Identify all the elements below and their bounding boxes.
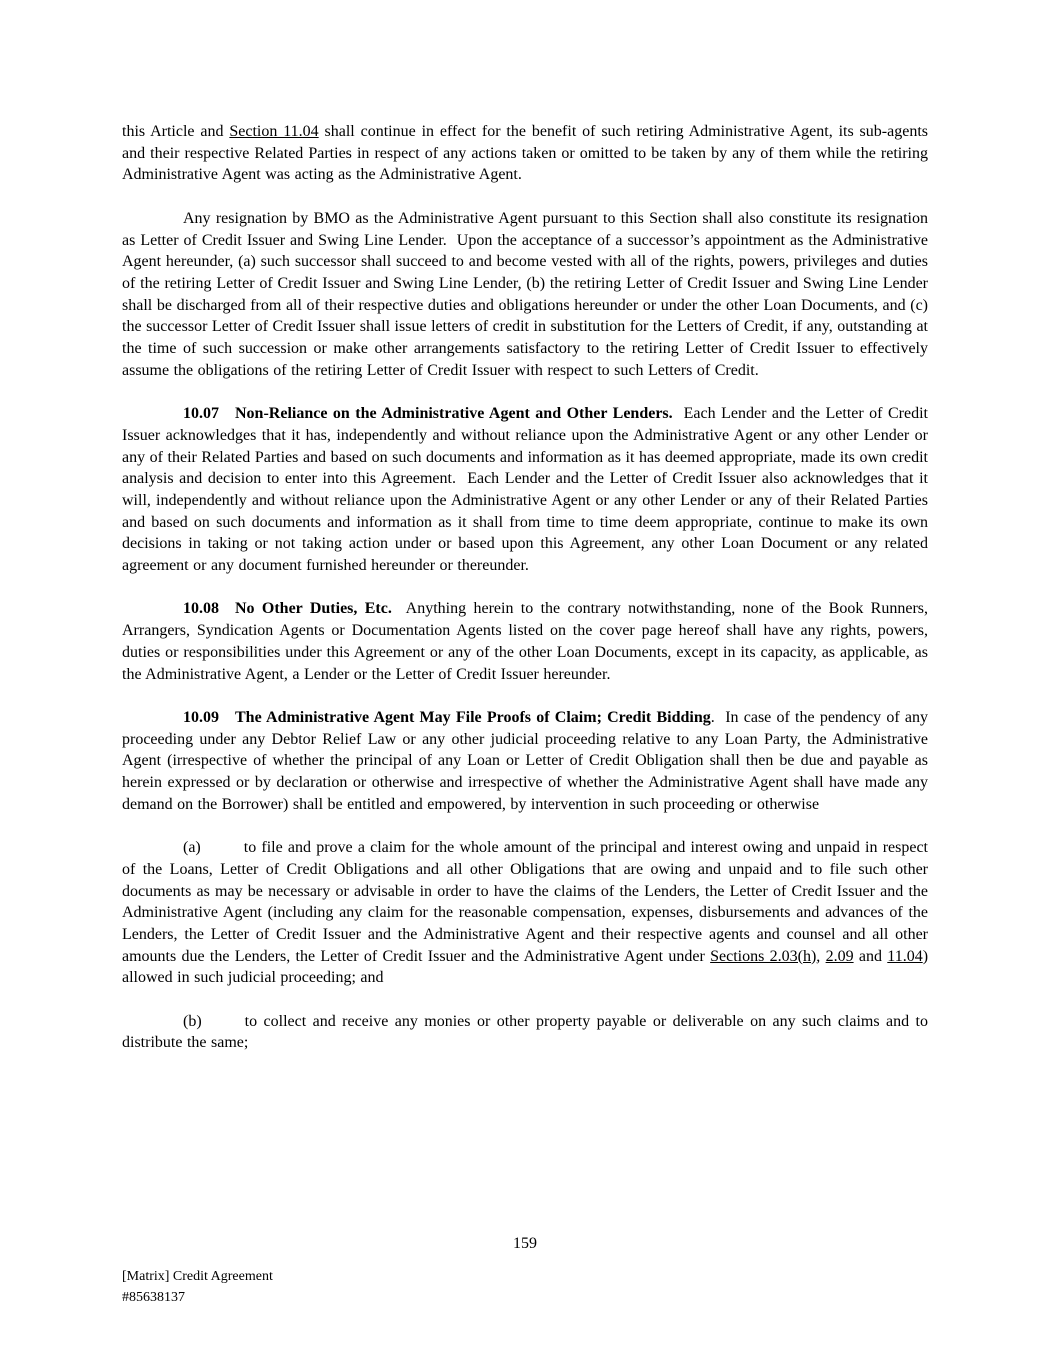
text-run: 2.09 (825, 947, 854, 965)
text-run: shall continue in effect for the benefit of such retiring Administrative Agent, its sub-agents and their respective Related Parties in respect of any actions taken or omitted to be taken by any of them while the retiring Administrative Agent was acting as the Administrative Agent. (122, 123, 928, 184)
para-agent-resignation (122, 208, 928, 382)
text-run: to file and prove a claim for the whole amount of the principal and interest owing and unpaid in respect of the Loans, Letter of Credit Obligations and all other Obligations that are owing and unpaid and to file such other documents as may be necessary or advisable in order to have the claims of the Lenders, the Letter of Credit Issuer and the Administrative Agent (including any claim for the reasonable compensation, expenses, disbursements and advances of the Lenders, the Letter of Credit Issuer and the Administrative Agent and their respective agents and counsel and all other amounts due the Lenders, the Letter of Credit Issuer and the Administrative Agent under (122, 839, 928, 965)
text-run: No Other Duties, Etc. (235, 600, 392, 618)
text-run: Non-Reliance on the Administrative Agent and Other Lenders. (235, 405, 673, 423)
text-run: Section 11.04 (229, 123, 319, 140)
text-run: and (853, 947, 888, 965)
text-run: to collect and receive any monies or other property payable or deliverable on any such claims and to distribute the same; (122, 1012, 928, 1052)
text-run: Any resignation by BMO as the Administrative Agent pursuant to this Section shall also constitute its resignation as Letter of Credit Issuer and Swing Line Lender. Upon the acceptance of a successor’s appointment as the Administrative Agent hereunder, (a) such successor shall succeed to and become vested with all of the rights, powers, privileges and duties of the retiring Letter of Credit Issuer and Swing Line Lender, (b) the retiring Letter of Credit Issuer and Swing Line Lender shall be discharged from all of their respective duties and obligations hereunder or under the other Loan Documents, and (c) the successor Letter of Credit Issuer shall issue letters of credit in substitution for the Letters of Credit, if any, outstanding at the time of such succession or make other arrangements satisfactory to the retiring Letter of Credit Issuer to effectively assume the obligations of the retiring Letter of Credit Issuer with respect to such Letters of Credit. (122, 209, 928, 379)
section-10-08 (122, 598, 928, 685)
clause-b (122, 1011, 928, 1054)
footer-doc-title: [Matrix] Credit Agreement (122, 1269, 273, 1284)
text-run: ) allowed in such judicial proceeding; and (122, 947, 929, 987)
text-run: 10.08 (183, 600, 219, 618)
text-run: (a) (183, 839, 201, 857)
clause-a (122, 837, 928, 989)
para-article-continuation (122, 121, 928, 186)
page-number: 159 (513, 1235, 537, 1252)
footer-doc-id: #85638137 (122, 1290, 185, 1305)
text-run: Sections 2.03(h) (710, 947, 817, 965)
text-run: The Administrative Agent May File Proofs of Claim; Credit Bidding (235, 708, 711, 726)
section-10-07 (122, 403, 928, 577)
text-run: . In case of the pendency of any proceeding under any Debtor Relief Law or any other judicial proceeding relative to any Loan Party, the Administrative Agent (irrespective of whether the principal of any Loan or Letter of Credit Obligation shall then be due and payable as herein expressed or by declaration or otherwise and irrespective of whether the Administrative Agent shall have made any demand on the Borrower) shall be entitled and empowered, by intervention in such proceeding or otherwise (122, 708, 929, 813)
document-body (122, 121, 928, 1076)
text-run: (b) (183, 1012, 202, 1030)
text-run: , (816, 947, 826, 965)
text-run: 11.04 (887, 947, 923, 965)
text-run: this Article and (122, 123, 230, 140)
text-run: 10.07 (183, 405, 219, 423)
text-run: 10.09 (183, 708, 219, 726)
section-10-09 (122, 707, 928, 816)
text-run: Each Lender and the Letter of Credit Issuer acknowledges that it has, independently and without reliance upon the Administrative Agent or any other Lender or any of their Related Parties and based on such documents and information as it has deemed appropriate, made its own credit analysis and decision to enter into this Agreement. Each Lender and the Letter of Credit Issuer also acknowledges that it will, independently and without reliance upon the Administrative Agent or any other Lender or any of their Related Parties and based on such documents and information as it shall from time to time deem appropriate, continue to make its own decisions in taking or not taking action under or based upon this Agreement, any other Loan Document or any related agreement or any document furnished hereunder or thereunder. (122, 405, 928, 575)
document-footer (122, 1266, 273, 1308)
text-run: Anything herein to the contrary notwithstanding, none of the Book Runners, Arrangers, Syndication Agents or Documentation Agents listed on the cover page hereof shall have any rights, powers, duties or responsibilities under this Agreement or any of the other Loan Documents, except in its capacity, as applicable, as the Administrative Agent, a Lender or the Letter of Credit Issuer hereunder. (122, 600, 929, 683)
